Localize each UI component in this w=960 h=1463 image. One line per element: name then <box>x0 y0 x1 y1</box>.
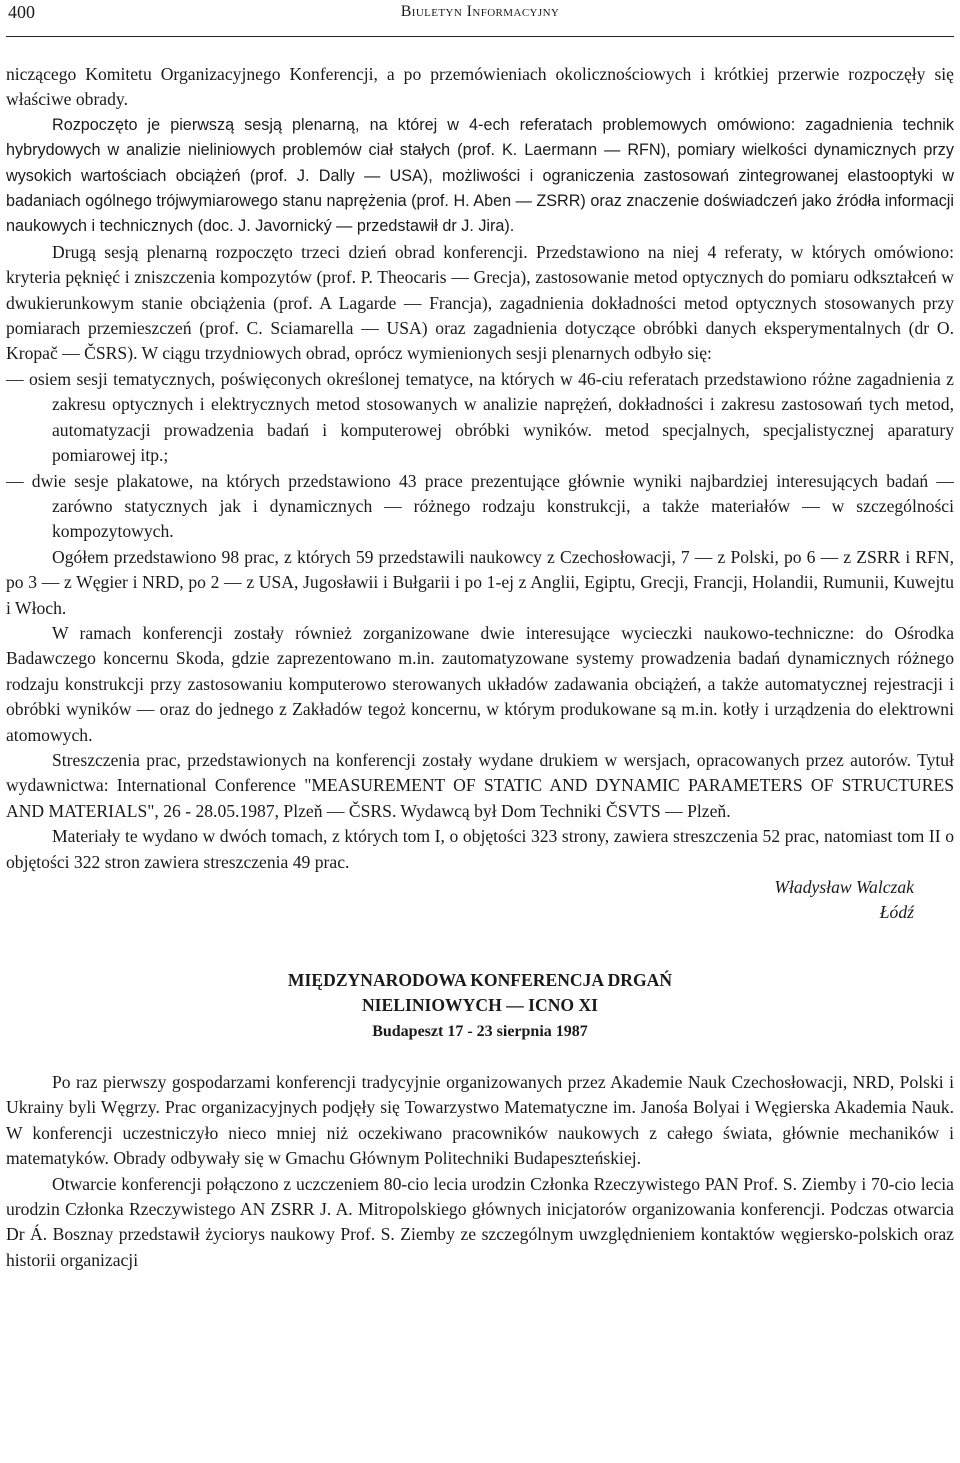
section-title-line-2: NIELINIOWYCH — ICNO XI <box>361 995 599 1016</box>
article1-paragraph-6: Streszczenia prac, przedstawionych na konferencji zostały wydane drukiem w wersjach, opracowanych przez autorów. Tytuł wydawnictwa: International Conference "MEASUREMENT OF STATIC AND DYNAMIC PARAMETERS OF STRUCTURES AND MATERIALS", 26 - 28.05.1987, Plzeň — ČSRS. Wydawcą był Dom Techniki ČSVTS — Plzeň. <box>6 749 954 821</box>
page-body <box>6 62 954 1273</box>
page-header <box>6 0 954 30</box>
header-rule <box>6 36 954 37</box>
author-city: Łódź <box>879 902 914 923</box>
article1-paragraph-5: W ramach konferencji zostały również zorganizowane dwie interesujące wycieczki naukowo-techniczne: do Ośrodka Badawczego koncernu Skoda, gdzie zaprezentowano m.in. zautomatyzowane systemy prowadzenia badań dynamicznych różnego rodzaju konstrukcji przy zastosowaniu komputerowo sterowanych układów zadawania obciążeń, a także automatycznej rejestracji i obróbki wyników — oraz do jednego z Zakładów tegoż koncernu, w którym produkowane są m.in. kotły i urządzenia do elektrowni atomowych. <box>6 622 954 745</box>
article1-paragraph-7: Materiały te wydano w dwóch tomach, z których tom I, o objętości 323 strony, zawiera streszczenia 52 prac, natomiast tom II o objętości 322 stron zawiera streszczenia 49 prac. <box>6 826 954 872</box>
article1-dash-item-1: — osiem sesji tematycznych, poświęconych określonej tematyce, na których w 46-ciu referatach przedstawiono różne zagadnienia z zakresu optycznych i elektrycznych metod stosowanych w analizie naprężeń, dokładności i zakresu zastosowań tych metod, automatyzacji prowadzenia badań i komputerowej obróbki wyników. metod specjalnych, specjalistycznej aparatury pomiarowej itp.; <box>6 368 954 466</box>
page-number: 400 <box>8 2 35 22</box>
article1-paragraph-1: niczącego Komitetu Organizacyjnego Konferencji, a po przemówieniach okolicznościowych i krótkiej przerwie rozpoczęły się właściwe obrady. <box>6 64 954 110</box>
running-title: Biuletyn Informacyjny <box>400 3 560 20</box>
author-signature: Władysław Walczak <box>774 877 914 897</box>
section-title-line-1: MIĘDZYNARODOWA KONFERENCJA DRGAŃ <box>287 969 673 990</box>
article1-dash-item-2: — dwie sesje plakatowe, na których przedstawiono 43 prace prezentujące głównie wyniki najbardziej interesujących badań — zarówno statycznych jak i dynamicznych — różnego rodzaju konstrukcji, a także materiałów — w szczególności kompozytowych. <box>6 470 954 542</box>
article2-paragraph-2: Otwarcie konferencji połączono z uczczeniem 80-cio lecia urodzin Członka Rzeczywistego PAN Prof. S. Ziemby i 70-cio lecia urodzin Członka Rzeczywistego AN ZSRR J. A. Mitropolskiego głównych inicjatorów organizowania konferencji. Podczas otwarcia Dr Á. Bosznay przedstawił życiorys naukowy Prof. S. Ziemby ze szczególnym uwzględnieniem kontaktów węgiersko-polskich oraz historii organizacji <box>6 1173 954 1270</box>
article2-paragraph-1: Po raz pierwszy gospodarzami konferencji tradycyjnie organizowanych przez Akademie Nauk Czechosłowacji, NRD, Polski i Ukrainy byli Węgrzy. Prac organizacyjnych podjęły się Towarzystwo Matematyczne im. Janośa Bolyai i Węgierska Akademia Nauk. W konferencji uczestniczyło nieco mniej niż oczekiwano pracowników naukowych z całego świata, głównie mechaników i matematyków. Obrady odbywały się w Gmachu Głównym Politechniki Budapeszteńskiej. <box>6 1072 954 1169</box>
article1-paragraph-4: Ogółem przedstawiono 98 prac, z których 59 przedstawili naukowcy z Czechosłowacji, 7 — z Polski, po 6 — z ZSRR i RFN, po 3 — z Węgier i NRD, po 2 — z USA, Jugosławii i Bułgarii i po 1-ej z Anglii, Egiptu, Grecji, Francji, Holandii, Rumunii, Kuwejtu i Włoch. <box>6 546 954 618</box>
article1-paragraph-3: Drugą sesją plenarną rozpoczęto trzeci dzień obrad konferencji. Przedstawiono na niej 4 referaty, w których omówiono: kryteria pęknięć i zniszczenia kompozytów (prof. P. Theocaris — Grecja), zastosowanie metod optycznych do pomiaru odkształceń w dwukierunkowym stanie obciążenia (prof. A Lagarde — Francja), zagadnienia dokładności metod optycznych stosowanych przy pomiarach przemieszczeń (prof. C. Sciamarella — USA) oraz zagadnienia dotyczące obróbki danych eksperymentalnych (dr O. Kropač — ČSRS). W ciągu trzydniowych obrad, oprócz wymienionych sesji plenarnych odbyło się: <box>6 241 954 364</box>
article1-paragraph-2: Rozpoczęto je pierwszą sesją plenarną, na której w 4-ech referatach problemowych omówiono: zagadnienia technik hybrydowych w analizie nieliniowych problemów ciał stałych (prof. K. Laermann — RFN), pomiary wielkości dynamicznych przy wysokich wartościach obciążeń (prof. J. Dally — USA), możliwości i ograniczenia zastosowań zintegrowanej elastooptyki w badaniach ogólnego trójwymiarowego stanu naprężenia (prof. H. Aben — ZSRR) oraz znaczenie doświadczeń jako źródła informacji naukowych i technicznych (doc. J. Javornický — przedstawił dr J. Jira). <box>6 115 954 236</box>
section-date-line: Budapeszt 17 - 23 sierpnia 1987 <box>372 1022 588 1040</box>
section-spacer <box>6 1044 954 1070</box>
